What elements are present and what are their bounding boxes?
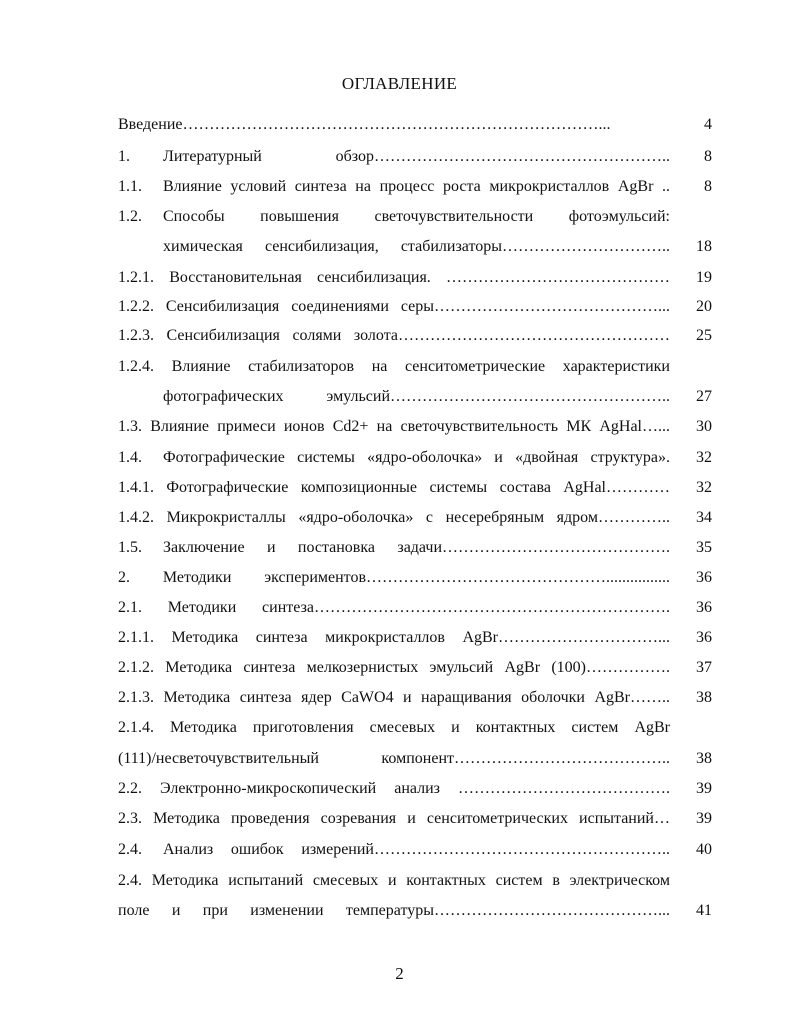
toc-entry (118, 234, 712, 260)
toc-entry-title: Заключение и постановка задачи……………………………………. (163, 539, 670, 556)
toc-entry (118, 746, 712, 772)
toc-entry (118, 384, 712, 410)
toc-entry-title: 1.4.1. Фотографические композиционные системы состава AgHal………… (118, 479, 670, 496)
toc-entry (118, 294, 712, 320)
toc-entry-title: 1.3. Влияние примеси ионов Cd2+ на светочувствительность МК AgHal…... (118, 418, 670, 435)
toc-entry (118, 445, 712, 471)
toc-entry (118, 898, 712, 924)
toc-entry-page: 38 (696, 750, 712, 767)
toc-entry-title: 1.2.4. Влияние стабилизаторов на сенситометрические характеристики (118, 358, 670, 375)
toc-entry-number: 2.4. (118, 841, 142, 858)
toc-entry (118, 868, 712, 894)
toc-entry-title: 2. Методики экспериментов………………………………………................ (118, 569, 670, 586)
toc-entry (118, 776, 712, 802)
page-title: ОГЛАВЛЕНИЕ (341, 74, 458, 93)
toc-entry-title: Фотографические системы «ядро-оболочка» и «двойная структура». (163, 449, 670, 466)
toc-entry-title: 2.1.4. Методика приготовления смесевых и контактных систем AgBr (118, 719, 670, 736)
toc-entry-title: 1.4.2. Микрокристаллы «ядро-оболочка» с несеребряным ядром………….. (118, 509, 670, 526)
toc-entry-title: Способы повышения светочувствительности фотоэмульсий: (163, 208, 670, 225)
toc-entry-page: 19 (696, 269, 712, 286)
toc-entry (118, 806, 712, 832)
toc-entry (118, 354, 712, 380)
toc-entry-title: (111)/несветочувствительный компонент………………………………….. (118, 750, 670, 767)
toc-entry-page: 36 (696, 599, 712, 616)
toc-entry-number: 1.4. (118, 449, 142, 466)
toc-entry-title: 2.1.2. Методика синтеза мелкозернистых эмульсий AgBr (100)……………. (118, 659, 670, 676)
toc-entry-number: 1.1. (118, 178, 142, 195)
toc-entry-title: 2.2. Электронно-микроскопический анализ …………………………………. (118, 780, 670, 797)
toc-entry-page: 27 (696, 388, 712, 405)
toc-entry-page: 32 (696, 479, 712, 496)
toc-entry (118, 414, 712, 440)
toc-entry-page: 36 (696, 569, 712, 586)
toc-entry-page: 39 (696, 780, 712, 797)
toc-entry (118, 625, 712, 651)
toc-entry-title: 1.2.1. Восстановительная сенсибилизация. …………………………………… (118, 269, 670, 286)
toc-entry-page: 40 (696, 841, 712, 858)
toc-entry (118, 565, 712, 591)
toc-entry-number: 1.2. (118, 208, 142, 225)
toc-entry-page: 20 (696, 298, 712, 315)
toc-entry (118, 144, 712, 170)
toc-entry-page: 8 (704, 148, 712, 165)
toc-entry-page: 38 (696, 689, 712, 706)
toc-entry-page: 25 (696, 327, 712, 344)
toc-entry-page: 41 (696, 902, 712, 919)
toc-entry-title: поле и при изменении температуры……………………………………... (118, 902, 670, 919)
toc-entry (118, 323, 712, 349)
toc-entry-page: 30 (696, 418, 712, 435)
toc-entry (118, 112, 712, 138)
toc-entry-page: 36 (696, 629, 712, 646)
toc-entry (118, 715, 712, 741)
toc-entry (118, 837, 712, 863)
toc-entry (118, 174, 712, 200)
toc-entry-title: Введение……………………………………………………………………... (118, 116, 611, 133)
toc-entry-title: 2.1.3. Методика синтеза ядер CaWO4 и наращивания оболочки AgBr…….. (118, 689, 670, 706)
toc-entry-title: 1.2.3. Сенсибилизация солями золота…………………………………………… (118, 327, 670, 344)
toc-entry-title: 2.3. Методика проведения созревания и сенситометрических испытаний… (118, 810, 670, 827)
toc-entry-title: 2.1.1. Методика синтеза микрокристаллов AgBr…………………………... (118, 629, 670, 646)
toc-entry-page: 37 (696, 659, 712, 676)
toc-entry-page: 34 (696, 509, 712, 526)
page-number: 2 (395, 964, 404, 983)
toc-entry-page: 18 (696, 238, 712, 255)
toc-entry (118, 685, 712, 711)
toc-entry (118, 265, 712, 291)
toc-entry-title: 2.4. Методика испытаний смесевых и контактных систем в электрическом (118, 872, 670, 889)
toc-entry-title: фотографических эмульсий…………………………………………….. (163, 388, 670, 405)
toc-entry-page: 35 (696, 539, 712, 556)
toc-entry-number: 1.5. (118, 539, 142, 556)
toc-entry-page: 39 (696, 810, 712, 827)
toc-entry-title: химическая сенсибилизация, стабилизаторы………………………….. (163, 238, 670, 255)
toc-entry-title: 2.1. Методики синтеза…………………………………………………………. (118, 599, 670, 616)
toc-entry-page: 8 (704, 178, 712, 195)
toc-entry (118, 505, 712, 531)
toc-entry-title: Литературный обзор……………………………………………….. (163, 148, 670, 165)
toc-entry (118, 595, 712, 621)
toc-entry-page: 32 (696, 449, 712, 466)
toc-entry-title: 1.2.2. Сенсибилизация соединениями серы……………………………………... (118, 298, 670, 315)
toc-entry-title: Влияние условий синтеза на процесс роста микрокристаллов AgBr .. (163, 178, 670, 195)
toc-entry-page: 4 (704, 116, 712, 133)
toc-entry (118, 204, 712, 230)
toc-entry (118, 655, 712, 681)
toc-entry (118, 475, 712, 501)
toc-entry-number: 1. (118, 148, 130, 165)
toc-entry (118, 535, 712, 561)
toc-entry-title: Анализ ошибок измерений……………………………………………….. (163, 841, 670, 858)
